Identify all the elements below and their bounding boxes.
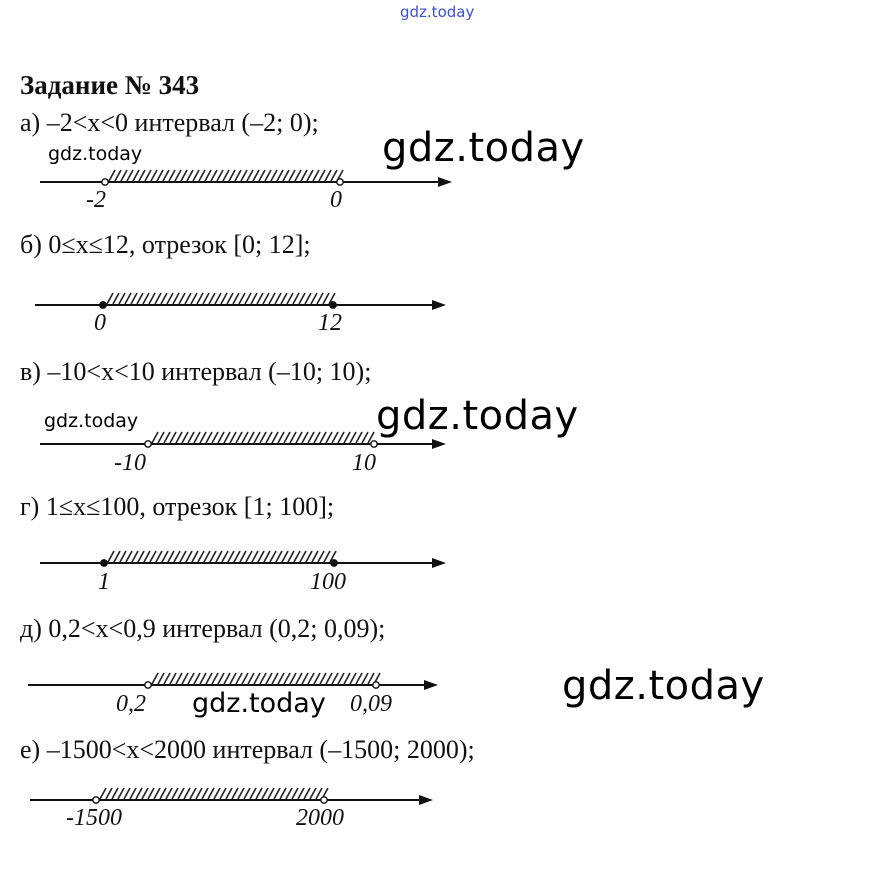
hatch-stroke [190, 788, 196, 799]
hatching [100, 788, 328, 799]
hatch-stroke [222, 551, 228, 562]
hatch-stroke [236, 432, 242, 443]
hatch-stroke [368, 673, 374, 684]
hatch-stroke [332, 673, 338, 684]
hatch-stroke [107, 293, 113, 304]
hatch-stroke [286, 788, 292, 799]
hatch-stroke [280, 788, 286, 799]
hatch-stroke [175, 170, 181, 181]
hatch-stroke [307, 170, 313, 181]
item-e-right-label: 0,09 [350, 691, 392, 717]
hatch-stroke [152, 673, 158, 684]
hatch-stroke [194, 673, 200, 684]
hatch-stroke [162, 551, 168, 562]
hatch-stroke [200, 673, 206, 684]
hatch-stroke [216, 551, 222, 562]
hatch-stroke [174, 551, 180, 562]
hatch-stroke [113, 293, 119, 304]
hatch-stroke [229, 170, 235, 181]
hatch-stroke [136, 788, 142, 799]
endpoint-right [371, 441, 377, 447]
item-b-text: б) 0≤x≤12, отрезок [0; 12]; [20, 230, 311, 259]
hatch-stroke [218, 432, 224, 443]
hatch-stroke [310, 788, 316, 799]
hatch-stroke [314, 673, 320, 684]
hatch-stroke [198, 551, 204, 562]
hatch-stroke [158, 432, 164, 443]
hatch-stroke [218, 673, 224, 684]
number-line-a [0, 168, 883, 198]
hatch-stroke [313, 170, 319, 181]
hatch-stroke [181, 170, 187, 181]
hatch-stroke [295, 170, 301, 181]
hatch-stroke [233, 293, 239, 304]
hatch-stroke [248, 673, 254, 684]
hatch-stroke [224, 432, 230, 443]
hatch-stroke [262, 788, 268, 799]
hatch-stroke [139, 170, 145, 181]
hatch-stroke [212, 673, 218, 684]
hatch-stroke [270, 551, 276, 562]
hatch-stroke [277, 170, 283, 181]
hatch-stroke [152, 432, 158, 443]
hatch-stroke [192, 551, 198, 562]
hatch-stroke [182, 432, 188, 443]
hatch-stroke [301, 170, 307, 181]
number-line-d [0, 549, 883, 579]
hatch-stroke [266, 673, 272, 684]
hatch-stroke [269, 293, 275, 304]
hatch-stroke [256, 788, 262, 799]
hatch-stroke [148, 788, 154, 799]
hatch-stroke [217, 170, 223, 181]
hatch-stroke [168, 551, 174, 562]
hatch-stroke [214, 788, 220, 799]
hatching [107, 293, 335, 304]
hatch-stroke [320, 432, 326, 443]
hatch-stroke [154, 788, 160, 799]
hatch-stroke [240, 551, 246, 562]
hatch-stroke [100, 788, 106, 799]
hatch-stroke [223, 170, 229, 181]
hatch-stroke [224, 673, 230, 684]
task-title: Задание № 343 [20, 70, 200, 100]
hatch-stroke [296, 673, 302, 684]
hatch-stroke [272, 432, 278, 443]
hatch-stroke [236, 673, 242, 684]
hatch-stroke [338, 673, 344, 684]
endpoint-left [102, 179, 108, 185]
hatch-stroke [132, 551, 138, 562]
hatch-stroke [143, 293, 149, 304]
hatch-stroke [220, 788, 226, 799]
hatch-stroke [332, 432, 338, 443]
hatch-stroke [179, 293, 185, 304]
hatch-stroke [199, 170, 205, 181]
hatch-stroke [144, 551, 150, 562]
item-f-text: е) –1500<x<2000 интервал (–1500; 2000); [20, 735, 475, 764]
hatch-stroke [290, 673, 296, 684]
hatch-stroke [276, 551, 282, 562]
hatch-stroke [281, 293, 287, 304]
watermark-a-small: gdz.today [48, 143, 143, 165]
hatch-stroke [173, 293, 179, 304]
hatch-stroke [320, 673, 326, 684]
endpoint-right [331, 560, 337, 566]
hatch-stroke [114, 551, 120, 562]
hatch-stroke [245, 293, 251, 304]
item-b-left-label: 0 [94, 310, 106, 336]
hatch-stroke [278, 432, 284, 443]
hatch-stroke [188, 673, 194, 684]
item-f-right-label: 2000 [296, 805, 344, 831]
hatch-stroke [108, 551, 114, 562]
hatch-stroke [160, 788, 166, 799]
hatch-stroke [121, 170, 127, 181]
hatch-stroke [271, 170, 277, 181]
hatch-stroke [326, 432, 332, 443]
hatch-stroke [119, 293, 125, 304]
hatch-stroke [193, 170, 199, 181]
item-a-text: а) –2<x<0 интервал (–2; 0); [20, 108, 319, 137]
hatch-stroke [266, 432, 272, 443]
endpoint-left [145, 441, 151, 447]
hatch-stroke [194, 432, 200, 443]
hatch-stroke [282, 551, 288, 562]
hatch-stroke [227, 293, 233, 304]
hatch-stroke [318, 551, 324, 562]
hatch-stroke [209, 293, 215, 304]
hatch-stroke [293, 293, 299, 304]
hatch-stroke [232, 788, 238, 799]
endpoint-left [145, 682, 151, 688]
hatch-stroke [284, 673, 290, 684]
item-e-text: д) 0,2<x<0,9 интервал (0,2; 0,09); [20, 614, 386, 643]
hatch-stroke [254, 673, 260, 684]
hatching [152, 673, 380, 684]
hatch-stroke [210, 551, 216, 562]
endpoint-right [321, 797, 327, 803]
endpoint-right [373, 682, 379, 688]
hatch-stroke [138, 551, 144, 562]
hatch-stroke [204, 551, 210, 562]
hatch-stroke [356, 432, 362, 443]
hatch-stroke [169, 170, 175, 181]
hatch-stroke [263, 293, 269, 304]
item-e-left-label: 0,2 [116, 691, 146, 717]
hatch-stroke [246, 551, 252, 562]
hatch-stroke [118, 788, 124, 799]
hatch-stroke [302, 432, 308, 443]
axis-arrow [432, 558, 446, 568]
hatch-stroke [314, 432, 320, 443]
hatch-stroke [326, 673, 332, 684]
hatch-stroke [163, 170, 169, 181]
hatch-stroke [206, 673, 212, 684]
hatch-stroke [145, 170, 151, 181]
hatch-stroke [239, 293, 245, 304]
hatch-stroke [338, 432, 344, 443]
hatch-stroke [180, 551, 186, 562]
hatch-stroke [300, 551, 306, 562]
hatch-stroke [106, 788, 112, 799]
hatch-stroke [188, 432, 194, 443]
hatch-stroke [211, 170, 217, 181]
hatch-stroke [126, 551, 132, 562]
item-c-text: в) –10<x<10 интервал (–10; 10); [20, 357, 372, 386]
hatch-stroke [317, 293, 323, 304]
endpoint-left [101, 560, 107, 566]
hatch-stroke [241, 170, 247, 181]
hatch-stroke [137, 293, 143, 304]
hatch-stroke [299, 293, 305, 304]
hatch-stroke [306, 551, 312, 562]
hatch-stroke [324, 551, 330, 562]
hatch-stroke [164, 673, 170, 684]
hatch-stroke [178, 788, 184, 799]
hatch-stroke [259, 170, 265, 181]
hatch-stroke [127, 170, 133, 181]
hatch-stroke [203, 293, 209, 304]
hatch-stroke [252, 551, 258, 562]
hatch-stroke [182, 673, 188, 684]
watermark-a-big: gdz.today [382, 125, 585, 171]
item-a-right-label: 0 [330, 187, 342, 213]
hatch-stroke [202, 788, 208, 799]
number-line-f [0, 786, 883, 816]
hatch-stroke [283, 170, 289, 181]
item-c-left-label: -10 [114, 450, 146, 476]
item-c-right-label: 10 [352, 450, 376, 476]
endpoint-right [330, 302, 336, 308]
axis-arrow [432, 439, 446, 449]
hatch-stroke [191, 293, 197, 304]
hatch-stroke [290, 432, 296, 443]
hatch-stroke [186, 551, 192, 562]
hatch-stroke [200, 432, 206, 443]
endpoint-left [93, 797, 99, 803]
hatch-stroke [125, 293, 131, 304]
hatch-stroke [268, 788, 274, 799]
hatch-stroke [133, 170, 139, 181]
watermark-e-mid: gdz.today [192, 688, 326, 719]
hatch-stroke [258, 551, 264, 562]
hatch-stroke [350, 673, 356, 684]
hatch-stroke [292, 788, 298, 799]
hatch-stroke [294, 551, 300, 562]
watermark-e-big: gdz.today [562, 663, 765, 709]
hatch-stroke [316, 788, 322, 799]
hatch-stroke [344, 673, 350, 684]
hatch-stroke [172, 788, 178, 799]
hatch-stroke [331, 170, 337, 181]
number-line-b [0, 291, 883, 321]
hatch-stroke [253, 170, 259, 181]
hatching [152, 432, 374, 443]
hatch-stroke [124, 788, 130, 799]
hatch-stroke [157, 170, 163, 181]
hatch-stroke [234, 551, 240, 562]
hatch-stroke [226, 788, 232, 799]
hatch-stroke [115, 170, 121, 181]
hatch-stroke [167, 293, 173, 304]
hatch-stroke [230, 673, 236, 684]
hatch-stroke [356, 673, 362, 684]
hatch-stroke [284, 432, 290, 443]
hatch-stroke [362, 432, 368, 443]
hatch-stroke [325, 170, 331, 181]
hatch-stroke [302, 673, 308, 684]
item-d-left-label: 1 [98, 569, 110, 595]
hatching [108, 551, 336, 562]
axis-arrow [424, 680, 438, 690]
hatch-stroke [298, 788, 304, 799]
hatch-stroke [242, 673, 248, 684]
hatch-stroke [260, 673, 266, 684]
hatch-stroke [362, 673, 368, 684]
hatch-stroke [289, 170, 295, 181]
hatch-stroke [251, 293, 257, 304]
hatch-stroke [344, 432, 350, 443]
axis-arrow [438, 177, 452, 187]
hatch-stroke [264, 551, 270, 562]
hatch-stroke [247, 170, 253, 181]
hatch-stroke [208, 788, 214, 799]
hatch-stroke [158, 673, 164, 684]
hatch-stroke [228, 551, 234, 562]
hatch-stroke [221, 293, 227, 304]
hatch-stroke [185, 293, 191, 304]
hatch-stroke [312, 551, 318, 562]
hatch-stroke [244, 788, 250, 799]
hatch-stroke [150, 551, 156, 562]
hatch-stroke [238, 788, 244, 799]
hatch-stroke [196, 788, 202, 799]
hatch-stroke [254, 432, 260, 443]
hatch-stroke [161, 293, 167, 304]
hatch-stroke [187, 170, 193, 181]
endpoint-left [100, 302, 106, 308]
hatch-stroke [212, 432, 218, 443]
hatch-stroke [170, 432, 176, 443]
hatch-stroke [206, 432, 212, 443]
hatch-stroke [166, 788, 172, 799]
hatching [109, 170, 343, 181]
hatch-stroke [149, 293, 155, 304]
hatch-stroke [109, 170, 115, 181]
item-d-right-label: 100 [310, 569, 346, 595]
hatch-stroke [350, 432, 356, 443]
endpoint-right [337, 179, 343, 185]
watermark-c-small: gdz.today [44, 410, 139, 432]
hatch-stroke [278, 673, 284, 684]
watermark-c-big: gdz.today [376, 393, 579, 439]
hatch-stroke [308, 432, 314, 443]
hatch-stroke [170, 673, 176, 684]
hatch-stroke [230, 432, 236, 443]
hatch-stroke [275, 293, 281, 304]
hatch-stroke [130, 788, 136, 799]
hatch-stroke [305, 293, 311, 304]
item-d-text: г) 1≤x≤100, отрезок [1; 100]; [20, 492, 335, 521]
hatch-stroke [164, 432, 170, 443]
hatch-stroke [156, 551, 162, 562]
hatch-stroke [176, 432, 182, 443]
hatch-stroke [120, 551, 126, 562]
axis-arrow [432, 300, 446, 310]
item-a-left-label: -2 [86, 187, 106, 213]
hatch-stroke [304, 788, 310, 799]
axis-arrow [419, 795, 433, 805]
hatch-stroke [155, 293, 161, 304]
hatch-stroke [257, 293, 263, 304]
hatch-stroke [215, 293, 221, 304]
hatch-stroke [250, 788, 256, 799]
hatch-stroke [205, 170, 211, 181]
hatch-stroke [296, 432, 302, 443]
item-b-right-label: 12 [318, 310, 342, 336]
hatch-stroke [235, 170, 241, 181]
watermark-top: gdz.today [400, 3, 475, 21]
hatch-stroke [151, 170, 157, 181]
hatch-stroke [288, 551, 294, 562]
hatch-stroke [274, 788, 280, 799]
hatch-stroke [197, 293, 203, 304]
hatch-stroke [265, 170, 271, 181]
hatch-stroke [319, 170, 325, 181]
hatch-stroke [311, 293, 317, 304]
hatch-stroke [176, 673, 182, 684]
hatch-stroke [260, 432, 266, 443]
hatch-stroke [323, 293, 329, 304]
hatch-stroke [131, 293, 137, 304]
hatch-stroke [308, 673, 314, 684]
hatch-stroke [242, 432, 248, 443]
hatch-stroke [272, 673, 278, 684]
hatch-stroke [112, 788, 118, 799]
hatch-stroke [142, 788, 148, 799]
hatch-stroke [184, 788, 190, 799]
item-f-left-label: -1500 [66, 805, 122, 831]
hatch-stroke [287, 293, 293, 304]
hatch-stroke [248, 432, 254, 443]
